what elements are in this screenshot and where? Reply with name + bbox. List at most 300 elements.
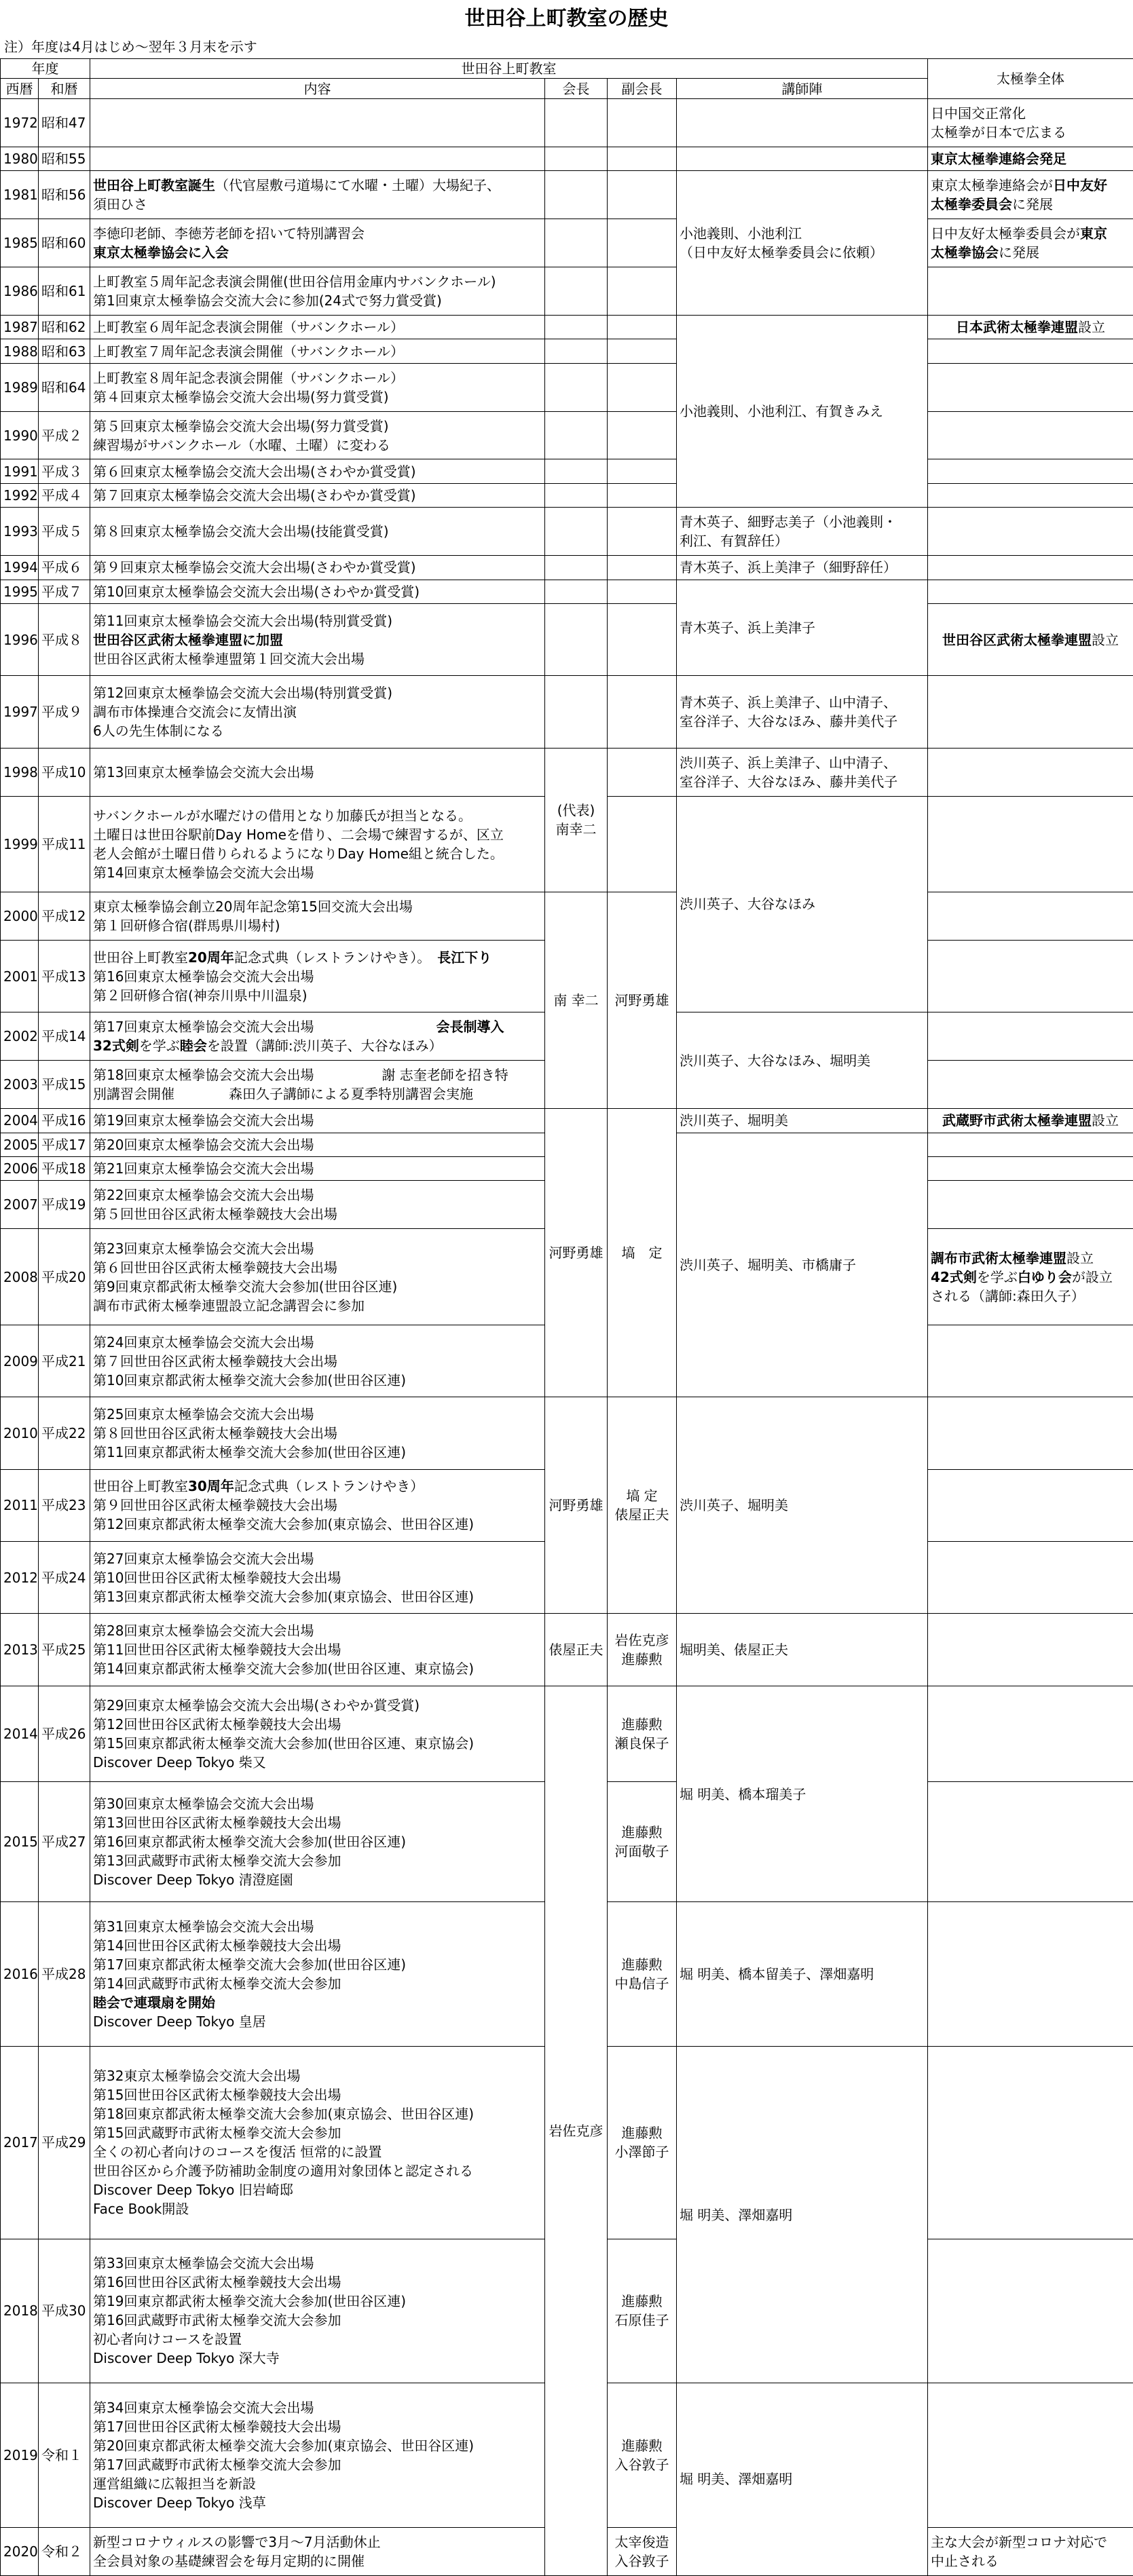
zentai-line [931,1287,1130,1306]
koshijin-cell [677,1012,928,1109]
era-cell: 平成22 [39,1397,90,1469]
zentai-cell [928,147,1133,170]
content-segment: 第７回東京太極拳協会交流大会出場(さわやか賞受賞) [93,487,416,504]
content-segment: 第13回東京都武術太極拳交流大会参加(東京協会、世田谷区連) [93,1588,475,1605]
content-segment: 第14回世田谷区武術太極拳競技大会出場 [93,1937,341,1954]
zentai-line [931,1249,1130,1268]
content-segment: 20周年 [188,949,234,966]
content-line [93,1568,542,1587]
era-cell: 平成21 [39,1325,90,1397]
content-segment: 第10回東京太極拳協会交流大会出場(さわやか賞受賞) [93,583,420,600]
year-cell: 1998 [1,748,39,796]
year-cell: 2009 [1,1325,39,1397]
content-segment: 第７回世田谷区武術太極拳競技大会出場 [93,1352,337,1369]
zentai-segment: 42式剣 [931,1268,977,1285]
content-segment: 東京太極拳協会創立20周年記念第15回交流大会出場 [93,898,413,915]
content-cell [90,339,545,363]
content-segment: 世田谷上町教室 [93,949,188,966]
content-segment: 老人会館が土曜日借りられるようになりDay Home組と統合した。 [93,845,504,862]
content-segment: Discover Deep Tokyo 柴又 [93,1754,266,1770]
content-segment: 第24回東京太極拳協会交流大会出場 [93,1333,314,1350]
content-cell [90,1157,545,1181]
era-cell: 平成13 [39,941,90,1012]
content-segment: 第９回東京太極拳協会交流大会出場(さわやか賞受賞) [93,559,416,576]
content-segment: 第８回世田谷区武術太極拳競技大会出場 [93,1425,337,1442]
era-cell: 平成14 [39,1012,90,1061]
fukukaicho-cell [608,1614,677,1686]
table-row [1,483,1133,507]
table-row [1,219,1133,267]
zentai-cell [928,1397,1133,1469]
zentai-cell [928,676,1133,748]
zentai-segment: 太極拳委員会 [931,196,1012,213]
koshijin-line: 堀 明美、澤畑嘉明 [680,2471,793,2488]
koshijin-line: 青木英子、浜上美津子（細野辞任） [680,559,897,576]
era-cell: 平成15 [39,1061,90,1109]
zentai-segment: 日本武術太極拳連盟 [956,319,1078,336]
content-cell [90,1686,545,1782]
fukukaicho-cell [608,748,677,796]
era-cell: 昭和64 [39,363,90,411]
table-row [1,508,1133,556]
content-line [93,1621,542,1640]
content-line [93,948,542,967]
content-cell [90,411,545,459]
fukukaicho-cell [608,580,677,603]
content-cell [90,1469,545,1541]
table-row [1,147,1133,170]
zentai-line [931,224,1130,243]
content-segment: 第５回東京太極拳協会交流大会出場(努力賞受賞) [93,417,389,434]
fukukaicho-line: 岩佐克彦 [614,1631,669,1648]
content-cell [90,1012,545,1061]
zentai-cell [928,267,1133,316]
content-segment: サバンクホールが水曜だけの借用となり加藤氏が担当となる。 [93,807,472,824]
content-segment: 新型コロナウィルスの影響で3月～7月活動休止 [93,2533,381,2550]
content-cell [90,508,545,556]
era-cell: 令和２ [39,2527,90,2575]
content-cell [90,1902,545,2047]
content-segment: Discover Deep Tokyo 浅草 [93,2495,266,2511]
kaicho-cell [545,748,608,892]
content-line [93,1993,542,2012]
zentai-segment: 調布市武術太極拳連盟 [931,1249,1066,1266]
content-segment: 第12回世田谷区武術太極拳競技大会出場 [93,1716,341,1732]
era-cell: 平成25 [39,1614,90,1686]
zentai-cell [928,604,1133,676]
fukukaicho-line: 進藤勲 [621,2438,663,2454]
content-segment: 第２回研修合宿(神奈川県中川温泉) [93,987,308,1004]
content-line [93,986,542,1005]
era-cell: 昭和55 [39,147,90,170]
content-segment: 第30回東京太極拳協会交流大会出場 [93,1796,314,1813]
koshijin-cell [677,1902,928,2047]
content-line [93,1065,542,1084]
kaicho-cell [545,556,608,580]
year-cell: 1996 [1,604,39,676]
zentai-cell [928,580,1133,603]
year-cell: 1990 [1,411,39,459]
content-cell [90,796,545,892]
content-segment: を学ぶ [138,1038,180,1055]
content-cell [90,363,545,411]
content-cell [90,2239,545,2383]
content-cell [90,1061,545,1109]
era-cell: 平成８ [39,604,90,676]
content-line [93,2552,542,2571]
content-line [93,844,542,863]
zentai-cell [928,483,1133,507]
fukukaicho-cell [608,315,677,339]
zentai-cell [928,2239,1133,2383]
content-segment: 睦会で連環扇を開始 [93,1994,215,2011]
year-cell: 2007 [1,1181,39,1229]
content-segment: 別講習会開催 森田久子講師による夏季特別講習会実施 [93,1086,473,1103]
content-segment: 第18回東京太極拳協会交流大会出場 謝 志奎老師を招き特 [93,1067,508,1084]
content-line [93,630,542,649]
year-cell: 1999 [1,796,39,892]
koshijin-line: （日中友好太極拳委員会に依頼） [680,244,883,261]
zentai-cell [928,171,1133,219]
zentai-line [931,630,1130,649]
era-cell: 昭和47 [39,99,90,147]
fukukaicho-line: 進藤勲 [621,1716,663,1732]
fukukaicho-cell [608,604,677,676]
table-row [1,267,1133,316]
content-line [93,2012,542,2031]
content-line [93,967,542,986]
table-row [1,1109,1133,1133]
zentai-cell [928,411,1133,459]
era-cell: 平成12 [39,892,90,941]
era-cell: 平成30 [39,2239,90,2383]
content-segment: 第１回研修合宿(群馬県川場村) [93,917,280,934]
era-cell: 平成27 [39,1782,90,1902]
content-line [93,1794,542,1813]
content-line [93,224,542,243]
content-line [93,195,542,214]
content-segment: 第19回東京都武術太極拳交流大会参加(世田谷区連) [93,2293,407,2310]
content-cell [90,1229,545,1325]
content-cell [90,267,545,316]
content-cell [90,2047,545,2239]
zentai-cell [928,1061,1133,1109]
zentai-line [931,2533,1130,2552]
content-line [93,1515,542,1534]
content-segment: 第9回東京都武術太極拳交流大会参加(世田谷区連) [93,1278,398,1295]
year-cell: 1981 [1,171,39,219]
content-segment: 第11回東京太極拳協会交流大会出場(特別賞受賞) [93,612,393,629]
fukukaicho-cell [608,556,677,580]
content-line [93,1549,542,1568]
content-line [93,462,542,481]
fukukaicho-cell [608,2239,677,2383]
content-line [93,1443,542,1462]
content-line [93,649,542,668]
fukukaicho-cell [608,1902,677,2047]
zentai-line [931,104,1130,123]
content-line [93,436,542,455]
koshijin-line: 堀明美、俵屋正夫 [680,1641,788,1658]
zentai-segment: を学ぶ [976,1268,1018,1285]
koshijin-cell [677,748,928,796]
koshijin-cell [677,1133,928,1397]
zentai-line [931,176,1130,195]
year-cell: 2004 [1,1109,39,1133]
era-cell: 平成４ [39,483,90,507]
content-line [93,611,542,630]
fukukaicho-line: 石原佳子 [614,2312,669,2329]
koshijin-line: 青木英子、浜上美津子、山中清子、 [680,694,897,711]
content-segment: 上町教室８周年記念表演会開催（サバンクホール） [93,369,404,386]
koshijin-cell [677,1614,928,1686]
zentai-line [931,149,1130,168]
fukukaicho-line: 進藤勲 [621,2293,663,2310]
content-segment: 第10回世田谷区武術太極拳競技大会出場 [93,1569,341,1586]
content-segment: 世田谷区から介護予防補助金制度の適用対象団体と認定される [93,2163,473,2180]
content-segment: 須田ひさ [93,196,147,213]
content-segment: 会長制導入 [436,1019,504,1036]
content-cell [90,1397,545,1469]
content-segment: 第19回東京太極拳協会交流大会出場 [93,1112,314,1129]
content-line [93,2330,542,2349]
koshijin-line: 渋川英子、堀明美 [680,1112,788,1129]
header-seireki: 西暦 [1,79,39,99]
zentai-cell [928,1541,1133,1613]
kaicho-cell [545,892,608,1109]
content-segment: 第12回東京太極拳協会交流大会出場(特別賞受賞) [93,685,393,702]
content-segment: 李徳印老師、李徳芳老師を招いて特別講習会 [93,225,365,242]
fukukaicho-line: 河面敬子 [614,1843,669,1860]
kaicho-cell [545,339,608,363]
kaicho-line: 河野勇雄 [549,1245,603,1262]
era-cell: 平成16 [39,1109,90,1133]
koshijin-cell [677,676,928,748]
year-cell: 1980 [1,147,39,170]
content-segment: 第22回東京太極拳協会交流大会出場 [93,1187,314,1204]
era-cell: 令和１ [39,2383,90,2528]
kaicho-cell [545,99,608,147]
table-row [1,1614,1133,1686]
content-segment: 東京太極拳協会に入会 [93,244,229,261]
zentai-segment: が設立 [1071,1268,1113,1285]
content-cell [90,556,545,580]
header-koshijin: 講師陣 [677,79,928,99]
content-segment: Discover Deep Tokyo 皇居 [93,2013,266,2030]
content-line [93,2273,542,2292]
kaicho-cell [545,483,608,507]
kaicho-cell [545,1109,608,1397]
year-cell: 2017 [1,2047,39,2239]
content-segment: 記念式典（レストランけやき） [234,1478,424,1495]
content-cell [90,676,545,748]
content-segment: 第16回東京太極拳協会交流大会出場 [93,968,314,985]
content-line [93,1917,542,1936]
content-segment: 第16回世田谷区武術太極拳競技大会出場 [93,2274,341,2291]
content-line [93,1870,542,1889]
content-segment: 上町教室７周年記念表演会開催（サバンクホール） [93,343,404,360]
content-line [93,417,542,436]
content-cell [90,941,545,1012]
content-line [93,176,542,195]
content-cell [90,1782,545,1902]
content-segment: 練習場がサバンクホール（水曜、土曜）に変わる [93,436,390,453]
fukukaicho-line: 進藤勲 [621,1824,663,1841]
content-cell [90,748,545,796]
koshijin-line: 渋川英子、大谷なほみ [680,896,815,913]
era-cell: 平成２ [39,411,90,459]
koshijin-cell [677,171,928,316]
content-line [93,702,542,721]
zentai-cell [928,1782,1133,1902]
year-cell: 1993 [1,508,39,556]
content-cell [90,99,545,147]
zentai-cell [928,2383,1133,2528]
content-segment: 世田谷上町教室誕生 [93,177,215,194]
content-cell [90,1614,545,1686]
content-line [93,582,542,601]
year-cell: 2012 [1,1541,39,1613]
content-cell [90,1325,545,1397]
content-segment: 第15回世田谷区武術太極拳競技大会出場 [93,2087,341,2104]
year-cell: 2019 [1,2383,39,2528]
fukukaicho-cell [608,171,677,219]
year-cell: 2005 [1,1133,39,1156]
content-cell [90,2527,545,2575]
year-cell: 1991 [1,459,39,483]
content-cell [90,2383,545,2528]
kaicho-line: 南幸二 [555,821,597,838]
kaicho-cell [545,1686,608,2575]
year-cell: 1994 [1,556,39,580]
koshijin-line: 渋川英子、堀明美 [680,1497,788,1514]
era-cell: 昭和56 [39,171,90,219]
content-line [93,2066,542,2085]
year-cell: 1985 [1,219,39,267]
content-line [93,1424,542,1443]
table-row [1,99,1133,147]
content-line [93,2180,542,2199]
table-row [1,604,1133,676]
fukukaicho-line: 進藤勲 [621,1650,663,1667]
zentai-cell [928,1012,1133,1061]
zentai-segment: 太極拳協会 [931,244,999,261]
fukukaicho-line: 小澤節子 [614,2144,669,2161]
zentai-cell [928,1229,1133,1325]
content-line [93,2349,542,2368]
year-cell: 2015 [1,1782,39,1902]
koshijin-line: 小池義則、小池利江、有賀きみえ [680,403,883,420]
year-cell: 2002 [1,1012,39,1061]
header-zentai: 太極拳全体 [928,59,1133,99]
content-line [93,1832,542,1851]
content-segment: 第15回東京都武術太極拳交流大会参加(世田谷区連、東京協会) [93,1735,475,1751]
kaicho-cell [545,1614,608,1686]
content-segment: 第13回東京太極拳協会交流大会出場 [93,763,314,780]
header-kaicho: 会長 [545,79,608,99]
content-cell [90,459,545,483]
content-segment: 睦会 [179,1038,207,1055]
content-line [93,1753,542,1772]
content-segment: 第12回東京都武術太極拳交流大会参加(東京協会、世田谷区連) [93,1516,475,1533]
fukukaicho-cell [608,676,677,748]
year-cell: 2000 [1,892,39,941]
content-line [93,486,542,505]
fukukaicho-line: 河野勇雄 [614,992,669,1009]
year-cell: 1989 [1,363,39,411]
content-segment: 第11回東京都武術太極拳交流大会参加(世田谷区連) [93,1444,407,1461]
content-segment: 調布市体操連合交流会に友情出演 [93,704,297,721]
fukukaicho-cell [608,2383,677,2528]
year-cell: 2014 [1,1686,39,1782]
koshijin-cell [677,147,928,170]
content-line [93,1851,542,1870]
zentai-cell [928,363,1133,411]
content-line [93,863,542,882]
content-cell [90,147,545,170]
zentai-line [931,243,1130,262]
era-cell: 平成３ [39,459,90,483]
era-cell: 昭和60 [39,219,90,267]
zentai-segment: 設立 [1078,319,1105,336]
table-row [1,748,1133,796]
kaicho-cell [545,676,608,748]
era-cell: 昭和62 [39,315,90,339]
header-wareki: 和暦 [39,79,90,99]
content-segment: 第23回東京太極拳協会交流大会出場 [93,1240,314,1257]
table-row [1,1397,1133,1469]
content-segment: 第31回東京太極拳協会交流大会出場 [93,1918,314,1935]
content-segment: 第16回東京都武術太極拳交流大会参加(世田谷区連) [93,1834,407,1851]
content-cell [90,171,545,219]
fukukaicho-line: 中島信子 [614,1975,669,1992]
era-cell: 平成20 [39,1229,90,1325]
content-line [93,318,542,337]
content-segment: 第17回武蔵野市武術太極拳交流大会参加 [93,2457,341,2473]
fukukaicho-cell [608,796,677,892]
zentai-segment: 設立 [1092,1112,1119,1129]
content-line [93,2493,542,2512]
year-cell: 2010 [1,1397,39,1469]
koshijin-line: 室谷洋子、大谷なほみ、藤井美代子 [680,773,898,790]
content-segment: 第18回東京都武術太極拳交流大会参加(東京協会、世田谷区連) [93,2106,475,2123]
table-row [1,171,1133,219]
content-line [93,243,542,262]
fukukaicho-line: 入谷敦子 [614,2552,669,2569]
content-line [93,2254,542,2273]
content-segment: 第６回東京太極拳協会交流大会出場(さわやか賞受賞) [93,463,416,480]
content-cell [90,604,545,676]
era-cell: 平成28 [39,1902,90,2047]
content-segment: 第20回東京太極拳協会交流大会出場 [93,1136,314,1153]
fukukaicho-line: 瀬良保子 [614,1735,669,1751]
year-cell: 2020 [1,2527,39,2575]
content-segment: 初心者向けコースを設置 [93,2331,242,2348]
content-line [93,1696,542,1715]
content-cell [90,1181,545,1229]
content-line [93,1084,542,1103]
content-line [93,522,542,541]
zentai-segment: 日中友好 [1053,177,1107,194]
content-line [93,897,542,916]
era-cell: 平成５ [39,508,90,556]
content-line [93,825,542,844]
zentai-cell [928,339,1133,363]
content-line [93,1955,542,1974]
content-segment: 第14回武蔵野市武術太極拳交流大会参加 [93,1975,341,1992]
content-line [93,1974,542,1993]
zentai-segment: 中止される [931,2552,999,2569]
